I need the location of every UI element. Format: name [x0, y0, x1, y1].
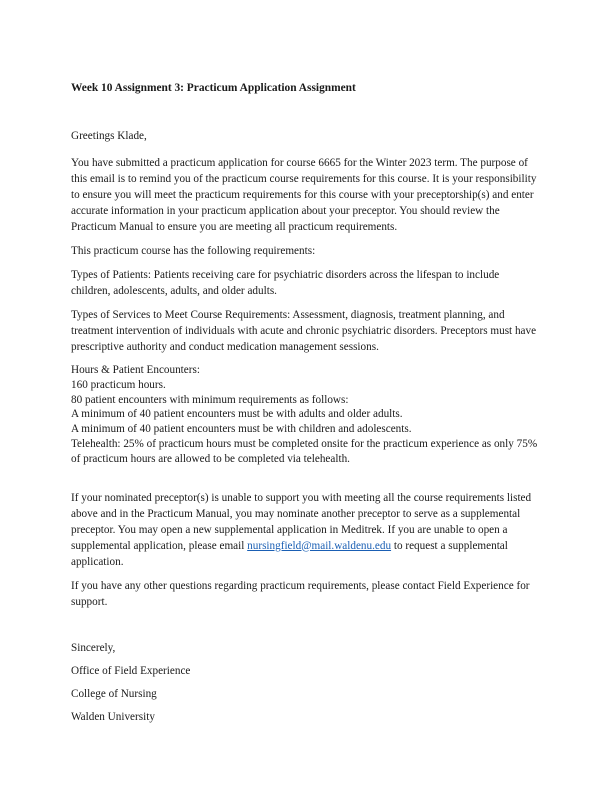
hours-line: A minimum of 40 patient encounters must be with adults and older adults. [71, 408, 403, 421]
greeting: Greetings Klade, [71, 130, 147, 142]
supplemental-text-after: to request a supplemental application. [71, 539, 508, 568]
paragraph-submission-notice: You have submitted a practicum application for course 6665 for the Winter 2023 term. The purpose of this email is to remind you of the practicum course requirements for this course. It is your responsibility to ensure you will meet the practicum requirements for this course with your preceptorship(s) and enter accurate information in your practicum application about your preceptor. You should review the Practicum Manual to ensure you are meeting all practicum requirements. [71, 157, 537, 233]
hours-line: Telehealth: 25% of practicum hours must be completed onsite for the practicum experience as only 75% of practicum hours are allowed to be completed via telehealth. [71, 437, 538, 465]
paragraph-types-of-patients: Types of Patients: Patients receiving care for psychiatric disorders across the lifespan to include children, adolescents, adults, and older adults. [71, 269, 500, 297]
closing: Sincerely, [71, 641, 116, 654]
supplemental-text-before: If your nominated preceptor(s) is unable to support you with meeting all the course requirements listed above and in the Practicum Manual, you may nominate another preceptor to serve as a supplemental preceptor. You may open a new supplemental application in Meditrek. If you are unable to open a supplemental application, please email [71, 491, 532, 552]
signature-office: Office of Field Experience [71, 664, 191, 677]
signature-college: College of Nursing [71, 687, 157, 700]
email-document [71, 80, 541, 725]
paragraph-types-of-services: Types of Services to Meet Course Requirements: Assessment, diagnosis, treatment planning, and treatment intervention of individuals with acute and chronic psychiatric disorders. Preceptors must have prescriptive authority and conduct medication management sessions. [71, 309, 537, 353]
hours-line: A minimum of 40 patient encounters must be with children and adolescents. [71, 423, 412, 436]
paragraph-requirements-intro: This practicum course has the following requirements: [71, 245, 316, 257]
hours-line: 80 patient encounters with minimum requirements as follows: [71, 393, 349, 406]
signature-university: Walden University [71, 710, 155, 723]
document-title: Week 10 Assignment 3: Practicum Application Assignment [71, 82, 356, 94]
paragraph-supplemental-preceptor [71, 490, 541, 570]
hours-line: 160 practicum hours. [71, 378, 166, 391]
hours-heading: Hours & Patient Encounters: [71, 364, 200, 376]
paragraph-contact: If you have any other questions regarding practicum requirements, please contact Field Experience for support. [71, 579, 530, 608]
email-link[interactable]: nursingfield@mail.waldenu.edu [247, 539, 392, 552]
hours-encounters-block [71, 363, 541, 467]
